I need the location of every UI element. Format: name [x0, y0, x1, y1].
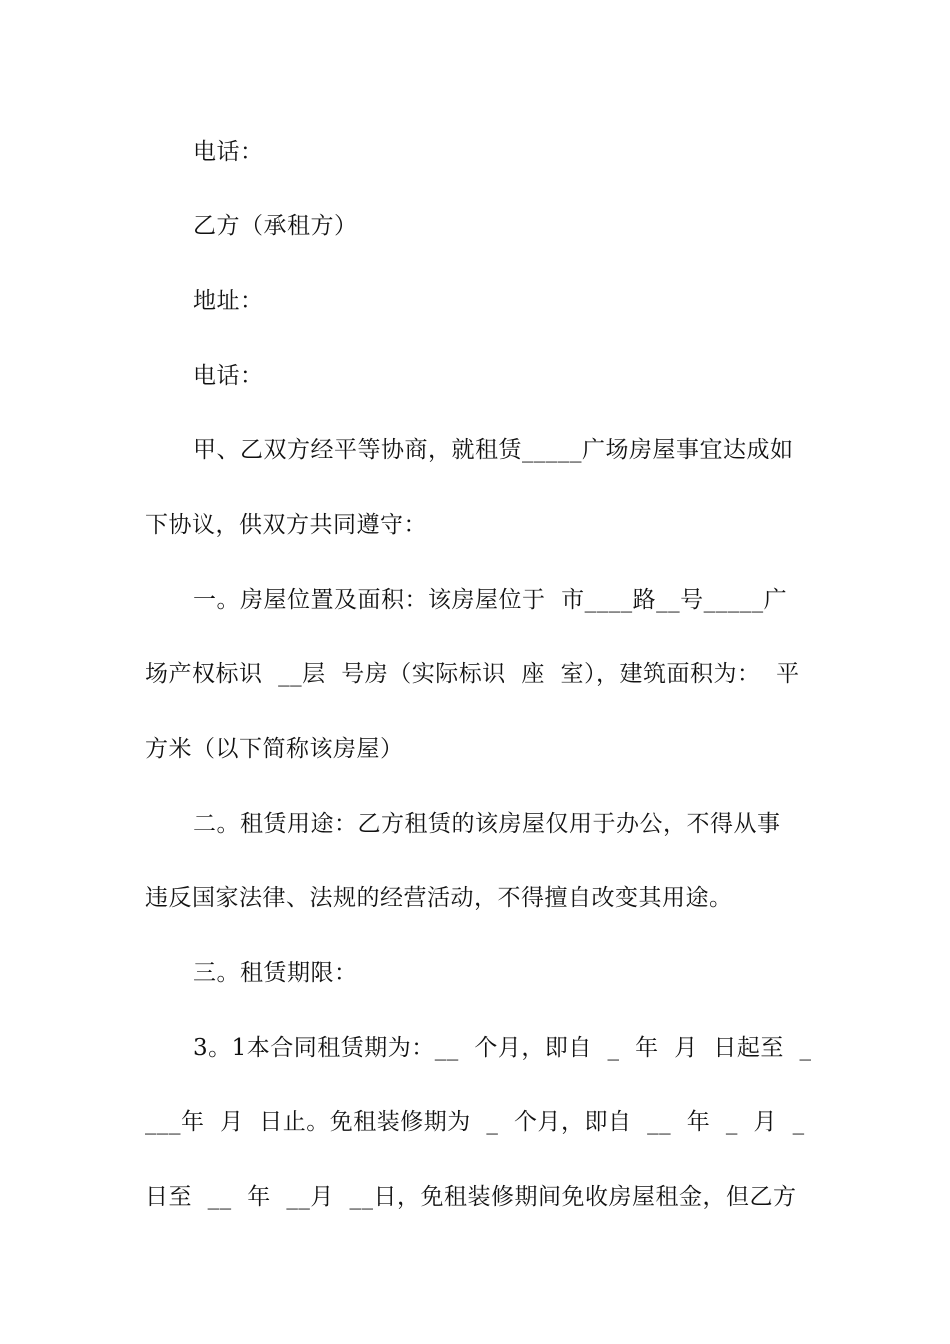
- text-line-clause-3-1-cont-2: 日至 __ 年 __月 __日，免租装修期间免收房屋租金，但乙方: [145, 1184, 797, 1210]
- text-line-clause-3-1-cont-1: ___年 月 日止。免租装修期为 _ 个月，即自 __ 年 _ 月 _: [145, 1109, 805, 1135]
- text-line-phone-1: 电话：: [193, 139, 264, 165]
- text-line-section-3: 三。租赁期限：: [193, 960, 358, 986]
- text-line-address: 地址：: [193, 288, 264, 314]
- text-line-clause-3-1: 3。1本合同租赁期为：__ 个月，即自 _ 年 月 日起至 _: [193, 1035, 812, 1061]
- text-line-section-2: 二。租赁用途：乙方租赁的该房屋仅用于办公，不得从事: [193, 811, 781, 837]
- text-line-section-1-cont-2: 方米（以下简称该房屋）: [145, 736, 404, 762]
- text-line-agreement-intro: 甲、乙双方经平等协商，就租赁_____广场房屋事宜达成如: [193, 437, 794, 463]
- text-line-section-1-cont-1: 场产权标识 __层 号房（实际标识 座 室），建筑面积为： 平: [145, 661, 800, 687]
- text-line-agreement-intro-cont: 下协议，供双方共同遵守：: [145, 512, 427, 538]
- text-line-party-b: 乙方（承租方）: [193, 213, 358, 239]
- text-line-phone-2: 电话：: [193, 363, 264, 389]
- text-line-section-2-cont: 违反国家法律、法规的经营活动，不得擅自改变其用途。: [145, 885, 733, 911]
- text-line-section-1: 一。房屋位置及面积：该房屋位于 市____路__号_____广: [193, 587, 788, 613]
